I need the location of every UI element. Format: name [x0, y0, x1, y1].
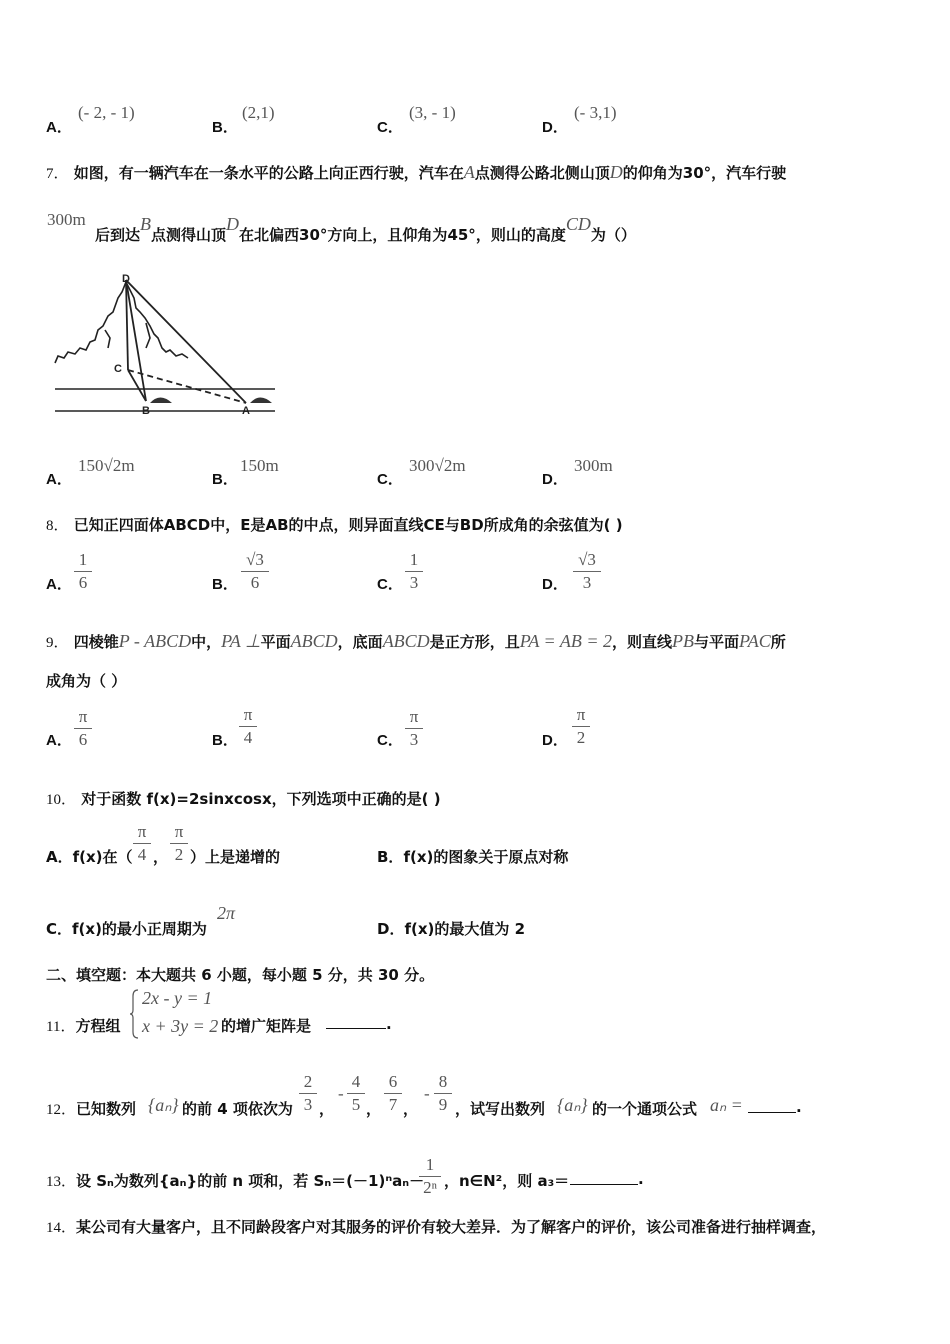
q9-t4: ，底面 [337, 633, 383, 651]
q7-point-a: A [463, 162, 475, 182]
q9-m1: P - ABCD [118, 631, 192, 651]
car-b-icon [150, 398, 172, 404]
q7-text-2a: 后到达 [95, 226, 141, 244]
q7-angle-45: 45° [447, 226, 476, 244]
q7-option-b-label: B． [212, 471, 238, 488]
car-a-icon [250, 398, 272, 404]
q9-m5: PA = AB = 2 [519, 631, 613, 651]
fig-label-a: A [242, 405, 250, 417]
q7-text-2d: 方向上，且仰角为 [327, 226, 448, 244]
q8-a-denominator: 6 [78, 573, 88, 592]
q9-b-denominator: 4 [243, 728, 253, 747]
q6-option-b-label: B． [212, 119, 238, 136]
q12-end: . [796, 1098, 802, 1116]
q9-t6: ，则直线 [612, 633, 673, 651]
q8-option-d-label: D． [542, 576, 568, 593]
q7-option-c-value: 300√2m [409, 456, 466, 475]
q13-fd: 2ⁿ [423, 1178, 437, 1197]
q7-text-1b: 点测得公路北侧山顶 [474, 164, 610, 182]
q8-option-b-label: B． [212, 576, 238, 593]
q7-text-2e: ，则山的高度 [475, 226, 566, 244]
q9-number: 9． [46, 635, 69, 651]
q8-stem [46, 514, 623, 535]
q8-option-a-label: A． [46, 576, 72, 593]
q9-option-a-label: A． [46, 732, 72, 749]
q9-option-a-fraction [74, 707, 92, 750]
q10-c-value: 2π [217, 903, 236, 923]
q8-d-denominator: 3 [582, 573, 592, 592]
triangle-lines [126, 280, 246, 403]
q14-text: 某公司有大量客户，且不同龄段客户对其服务的评价有较大差异．为了解客户的评价，该公司准备进行抽样调查， [76, 1218, 827, 1236]
q12-t3: ，试写出数列 [455, 1100, 546, 1118]
q6-option-c-label: C． [377, 119, 403, 136]
q13-t1: 设 Sₙ为数列{aₙ}的前 n 项和，若 Sₙ＝(－1)ⁿaₙ－ [76, 1172, 425, 1190]
q12-answer-blank[interactable] [748, 1096, 796, 1113]
q6-option-c-value: (3, - 1) [409, 103, 456, 122]
q10-b-text: f(x)的图象关于原点对称 [403, 848, 569, 866]
q12-sep-3: ， [403, 1100, 419, 1118]
q14-number: 14． [46, 1220, 77, 1236]
q10-option-c [46, 918, 207, 939]
q9-d-denominator: 2 [576, 728, 586, 747]
q9-m2: PA ⊥ [221, 631, 261, 651]
q12-f4n: 8 [438, 1072, 448, 1091]
q12-f3n: 6 [388, 1072, 398, 1091]
q7-text-1a: 如图，有一辆汽车在一条水平的公路上向正西行驶，汽车在 [73, 164, 464, 182]
q11-t2: 的增广矩阵是 [221, 1017, 312, 1035]
q11-label [46, 1015, 120, 1036]
q12-f4d: 9 [438, 1095, 448, 1114]
q7-point-b: B [140, 214, 152, 234]
q12-sequence: {aₙ} [148, 1095, 179, 1115]
q10-a-n2: π [174, 822, 184, 841]
q10-a-n1: π [137, 822, 147, 841]
q9-m3: ABCD [290, 631, 338, 651]
q8-c-denominator: 3 [409, 573, 419, 592]
q12-f2d: 5 [351, 1095, 361, 1114]
q8-text: 已知正四面体ABCD中，E是AB的中点，则异面直线CE与BD所成角的余弦值为( ) [73, 516, 623, 534]
q8-option-b-fraction [241, 550, 269, 593]
q6-option-a-value: (- 2, - 1) [78, 103, 135, 122]
q8-d-numerator: √3 [578, 550, 596, 569]
q10-option-d-label: D． [377, 920, 405, 938]
q12-f1d: 3 [303, 1095, 313, 1114]
q11-t1: 方程组 [75, 1017, 121, 1035]
q7-option-a-label: A． [46, 471, 72, 488]
q10-d-text: f(x)的最大值为 2 [404, 920, 526, 938]
q10-number: 10． [46, 792, 77, 808]
q12-sep-1: ， [319, 1100, 335, 1118]
q9-t8: 所 [770, 633, 786, 651]
q10-a-comma: ， [153, 848, 169, 866]
q10-option-b-label: B． [377, 848, 404, 866]
fig-label-c: C [114, 363, 122, 375]
q10-stem [46, 788, 441, 809]
q7-option-d-value: 300m [574, 456, 613, 475]
q13-fraction [419, 1155, 441, 1198]
q8-b-denominator: 6 [250, 573, 260, 592]
q7-option-b-value: 150m [240, 456, 279, 475]
q9-option-b-label: B． [212, 732, 238, 749]
q7-number: 7． [46, 166, 69, 182]
q10-a-t2: ）上是递增的 [190, 848, 281, 866]
q9-t5: 是正方形，且 [429, 633, 520, 651]
mountain-figure [50, 268, 280, 418]
fig-label-b: B [142, 405, 150, 417]
q13-number: 13． [46, 1174, 77, 1190]
car-icons [150, 398, 272, 404]
q10-option-d [377, 918, 525, 939]
q11-equation-1: 2x - y = 1 [142, 988, 213, 1008]
q9-t1: 四棱锥 [73, 633, 119, 651]
q9-line-2: 成角为（ ） [46, 672, 127, 690]
q7-point-d: D [609, 162, 623, 182]
q12-sequence-2: {aₙ} [557, 1095, 588, 1115]
q7-text-1c: 的仰角为 [622, 164, 683, 182]
q12-t1: 已知数列 [76, 1100, 137, 1118]
q9-m4: ABCD [382, 631, 430, 651]
q9-c-numerator: π [409, 707, 419, 726]
q12-f1n: 2 [303, 1072, 313, 1091]
q10-a-fraction-1 [133, 822, 151, 865]
q12-f3d: 7 [388, 1095, 398, 1114]
q13-label [46, 1170, 424, 1191]
q6-option-d-value: (- 3,1) [574, 103, 617, 122]
q12-f2n: 4 [351, 1072, 361, 1091]
q7-angle-30: 30° [682, 164, 712, 182]
q7-option-d-label: D． [542, 471, 568, 488]
section-2-heading: 二、填空题：本大题共 6 小题，每小题 5 分，共 30 分。 [46, 966, 435, 984]
q10-option-a [46, 846, 133, 867]
q7-segment-cd: CD [565, 214, 591, 234]
q12-label [46, 1098, 136, 1119]
q9-t2: 中， [191, 633, 222, 651]
q12-t2: 的前 4 项依次为 [182, 1100, 293, 1118]
q6-option-d-label: D． [542, 119, 568, 136]
q12-sep-2: ， [366, 1100, 382, 1118]
q7-angle-30b: 30° [299, 226, 328, 244]
q7-text-2c: 在北偏西 [239, 226, 300, 244]
q9-t7: 与平面 [694, 633, 740, 651]
q13-answer-blank[interactable] [570, 1168, 638, 1185]
q9-t3: 平面 [260, 633, 291, 651]
q12-minus-2: - [424, 1084, 430, 1103]
q9-m7: PAC [739, 631, 771, 651]
q10-c-text: f(x)的最小正周期为 [72, 920, 207, 938]
q12-minus-1: - [338, 1084, 344, 1103]
q12-term-4 [434, 1072, 452, 1115]
q9-option-c-fraction [405, 707, 423, 750]
q10-a-d1: 4 [137, 845, 147, 864]
q11-equation-2: x + 3y = 2 [142, 1016, 219, 1036]
q8-option-a-fraction [74, 550, 92, 593]
q6-option-a-label: A． [46, 119, 72, 136]
q12-t4: 的一个通项公式 [592, 1100, 698, 1118]
q8-option-c-label: C． [377, 576, 403, 593]
q9-option-d-fraction [572, 705, 590, 748]
q8-option-d-fraction [573, 550, 601, 593]
q9-d-numerator: π [576, 705, 586, 724]
q13-end: . [638, 1170, 644, 1188]
q11-end: . [386, 1015, 392, 1033]
q12-term-2 [347, 1072, 365, 1115]
q9-option-d-label: D． [542, 732, 568, 749]
q7-line-1 [46, 162, 786, 183]
q10-a-t1: f(x)在（ [72, 848, 133, 866]
q10-a-d2: 2 [174, 845, 184, 864]
q8-number: 8． [46, 518, 69, 534]
q8-c-numerator: 1 [409, 550, 419, 569]
q12-number: 12． [46, 1102, 77, 1118]
q9-a-numerator: π [78, 707, 88, 726]
q12-an: aₙ = [710, 1095, 743, 1115]
q10-a-fraction-2 [170, 822, 188, 865]
system-brace [130, 988, 140, 1040]
q8-option-c-fraction [405, 550, 423, 593]
q9-b-numerator: π [243, 705, 253, 724]
q7-text-2b: 点测得山顶 [151, 226, 227, 244]
q7-distance: 300m [47, 210, 86, 229]
q9-line-1 [46, 631, 786, 652]
q7-point-d2: D [226, 214, 240, 234]
q7-text-1d: ，汽车行驶 [711, 164, 787, 182]
q7-text-2f: 为（） [590, 226, 636, 244]
q9-m6: PB [672, 631, 695, 651]
q9-option-b-fraction [239, 705, 257, 748]
q13-fn: 1 [425, 1155, 435, 1174]
fig-label-d: D [122, 273, 130, 285]
q9-a-denominator: 6 [78, 730, 88, 749]
q10-option-c-label: C． [46, 920, 73, 938]
q12-term-3 [384, 1072, 402, 1115]
q13-t2: ，n∈N²，则 a₃＝ [444, 1172, 570, 1190]
q8-b-numerator: √3 [246, 550, 264, 569]
q7-line-2 [95, 214, 636, 245]
q6-option-b-value: (2,1) [242, 103, 275, 122]
q7-option-a-value: 150√2m [78, 456, 135, 475]
q10-option-a-label: A． [46, 848, 73, 866]
q7-option-c-label: C． [377, 471, 403, 488]
q10-option-b [377, 846, 568, 867]
q11-answer-blank[interactable] [326, 1012, 386, 1029]
q9-option-c-label: C． [377, 732, 403, 749]
q12-term-1 [299, 1072, 317, 1115]
question-14 [46, 1216, 826, 1237]
q11-number: 11． [46, 1019, 76, 1035]
q8-a-numerator: 1 [78, 550, 88, 569]
q10-text: 对于函数 f(x)=2sinxcosx，下列选项中正确的是( ) [81, 790, 441, 808]
q9-c-denominator: 3 [409, 730, 419, 749]
